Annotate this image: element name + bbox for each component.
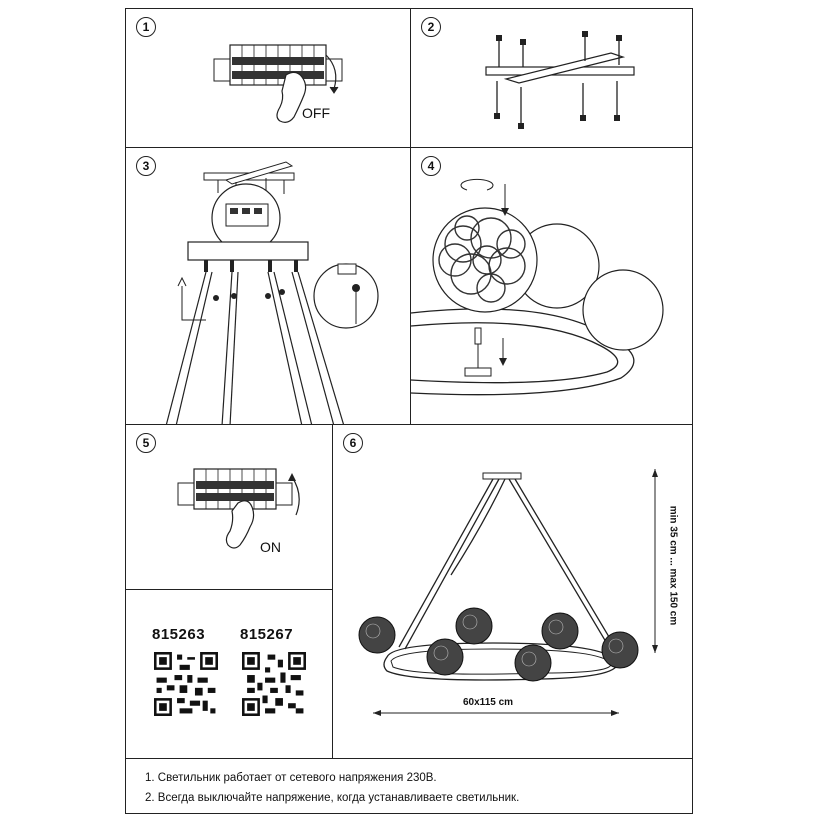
step-3-number: 3 xyxy=(136,156,156,176)
step-4-panel xyxy=(410,147,693,425)
step-1-number: 1 xyxy=(136,17,156,37)
on-caption: ON xyxy=(260,539,281,555)
step-1-panel xyxy=(125,8,411,148)
model-code-1: 815263 xyxy=(152,626,206,643)
breaker-off-illustration xyxy=(126,9,411,148)
step-2-panel xyxy=(410,8,693,148)
glass-shade-installation-illustration xyxy=(411,148,693,425)
step-3-panel xyxy=(125,147,411,425)
step-5-panel xyxy=(125,424,333,590)
safety-notes xyxy=(145,768,519,808)
breaker-on-illustration xyxy=(126,425,333,590)
models-panel xyxy=(125,589,333,759)
step-4-number: 4 xyxy=(421,156,441,176)
qr-code-815263 xyxy=(154,652,218,716)
height-dimension-label: min 35 cm ... max 150 cm xyxy=(667,505,679,626)
off-caption: OFF xyxy=(302,105,330,121)
mounting-plate-illustration xyxy=(411,9,693,148)
assembled-chandelier-illustration xyxy=(333,425,693,759)
step-6-panel xyxy=(332,424,693,759)
note-line-2: 2. Всегда выключайте напряжение, когда устанавливаете светильник. xyxy=(145,792,520,804)
step-5-number: 5 xyxy=(136,433,156,453)
note-line-1: 1. Светильник работает от сетевого напряжения 230В. xyxy=(145,772,437,784)
model-code-2: 815267 xyxy=(240,626,294,643)
width-dimension-label: 60x115 cm xyxy=(463,697,514,708)
step-2-number: 2 xyxy=(421,17,441,37)
qr-code-815267 xyxy=(242,652,306,716)
step-6-number: 6 xyxy=(343,433,363,453)
canopy-wiring-illustration xyxy=(126,148,411,425)
